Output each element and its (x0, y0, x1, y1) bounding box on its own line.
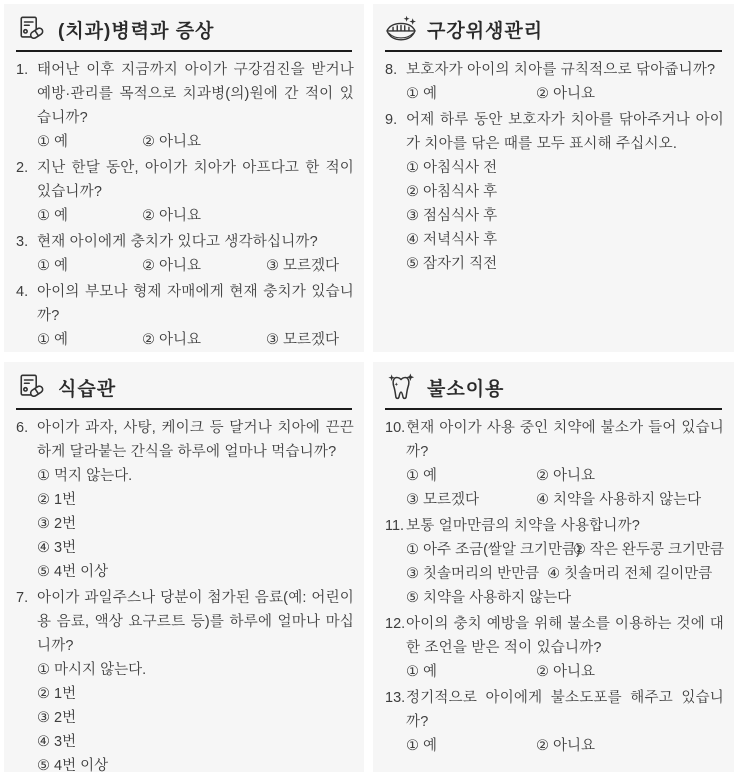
option-row (406, 488, 724, 512)
question-text: 아이가 과자, 사탕, 케이크 등 달거나 치아에 끈끈하게 달라붙는 간식을 하루에 얼마나 먹습니까? (37, 420, 354, 460)
answer-option: ④ 3번 (37, 540, 77, 556)
question-body (37, 280, 354, 352)
question-text: 태어난 이후 지금까지 아이가 구강검진을 받거나 예방·관리를 목적으로 치과병(의)원에 간 적이 있습니까? (37, 62, 354, 126)
option-row (37, 130, 354, 154)
question-number: 12. (385, 616, 406, 632)
question-text: 정기적으로 아이에게 불소도포를 해주고 있습니까? (406, 690, 724, 730)
question-number: 11. (385, 518, 405, 534)
answer-option: ③ 칫솔머리의 반만큼 (406, 566, 540, 582)
answer-option: ② 아니요 (536, 738, 596, 754)
question (385, 514, 724, 610)
answer-option: ① 예 (37, 134, 69, 150)
question-body (406, 514, 724, 610)
tooth-sparkle-icon (385, 372, 417, 402)
answer-option: ③ 모르겠다 (266, 258, 340, 274)
document-pill-icon (16, 14, 48, 44)
question-number: 8. (385, 62, 398, 78)
option-row (37, 560, 354, 584)
section-panel-1 (4, 4, 364, 352)
option-row (37, 682, 354, 706)
answer-option: ④ 칫솔머리 전체 길이만큼 (547, 566, 713, 582)
option-row (406, 82, 724, 106)
answer-option: ④ 3번 (37, 734, 77, 750)
question (16, 280, 354, 352)
answer-option: ④ 저녁식사 후 (406, 232, 498, 248)
question-text: 보통 얼마만큼의 치약을 사용합니까? (406, 518, 641, 534)
question-list (385, 416, 724, 758)
question-list (16, 58, 354, 352)
answer-option: ② 1번 (37, 492, 77, 508)
question-body (37, 230, 354, 278)
question-body (37, 586, 354, 772)
option-row (406, 586, 724, 610)
section-header (16, 12, 352, 52)
question (385, 58, 724, 106)
answer-option: ① 예 (37, 208, 69, 224)
option-row (406, 660, 724, 684)
option-row (37, 488, 354, 512)
question-text: 현재 아이에게 충치가 있다고 생각하십니까? (37, 234, 318, 250)
answer-option: ① 아침식사 전 (406, 160, 498, 176)
question-body (406, 686, 724, 758)
answer-option: ② 아니요 (142, 134, 202, 150)
answer-option: ② 아니요 (142, 208, 202, 224)
question-number: 13. (385, 690, 406, 706)
question (16, 230, 354, 278)
section-header (385, 370, 722, 410)
option-row (37, 658, 354, 682)
answer-option: ① 먹지 않는다. (37, 468, 133, 484)
option-row (37, 204, 354, 228)
question-number: 2. (16, 160, 29, 176)
question-number: 7. (16, 590, 29, 606)
question (16, 416, 354, 584)
question-text: 아이가 과일주스나 당분이 첨가된 음료(예: 어린이용 음료, 액상 요구르트 등)를 하루에 얼마나 마십니까? (37, 590, 354, 654)
question-text: 아이의 충치 예방을 위해 불소를 이용하는 것에 대한 조언을 받은 적이 있습니까? (406, 616, 724, 656)
answer-option: ③ 점심식사 후 (406, 208, 498, 224)
answer-option: ② 아니요 (536, 664, 596, 680)
answer-option: ① 마시지 않는다. (37, 662, 147, 678)
question-body (37, 156, 354, 228)
answer-option: ② 작은 완두콩 크기만큼 (572, 542, 724, 558)
question-text: 지난 한달 동안, 아이가 치아가 아프다고 한 적이 있습니까? (37, 160, 354, 200)
answer-option: ② 아니요 (536, 468, 596, 484)
question (385, 416, 724, 512)
question-text: 현재 아이가 사용 중인 치약에 불소가 들어 있습니까? (406, 420, 724, 460)
question-number: 10. (385, 420, 406, 436)
answer-option: ① 예 (406, 86, 438, 102)
question-text: 아이의 부모나 형제 자매에게 현재 충치가 있습니까? (37, 284, 354, 324)
section-title: (치과)병력과 증상 (58, 20, 215, 42)
option-row (406, 464, 724, 488)
option-row (406, 562, 724, 586)
option-row (37, 706, 354, 730)
answer-option: ④ 치약을 사용하지 않는다 (536, 492, 702, 508)
option-row (37, 328, 354, 352)
answer-option: ② 아니요 (536, 86, 596, 102)
question (385, 686, 724, 758)
answer-option: ⑤ 잠자기 직전 (406, 256, 498, 272)
section-title: 구강위생관리 (427, 20, 544, 42)
option-row (37, 536, 354, 560)
option-row (37, 730, 354, 754)
answer-option: ① 예 (406, 664, 438, 680)
option-row (37, 464, 354, 488)
question-body (406, 108, 724, 276)
section-title: 식습관 (58, 378, 117, 400)
question (385, 108, 724, 276)
question-body (406, 58, 724, 106)
question (16, 156, 354, 228)
section-panel-4 (373, 362, 734, 772)
answer-option: ③ 2번 (37, 710, 77, 726)
question-number: 1. (16, 62, 29, 78)
question-body (406, 416, 724, 512)
option-row (406, 156, 724, 180)
option-row (406, 252, 724, 276)
section-title: 불소이용 (427, 378, 505, 400)
answer-option: ① 예 (37, 332, 69, 348)
option-row (37, 254, 354, 278)
section-panel-2 (373, 4, 734, 352)
option-row (37, 754, 354, 772)
answer-option: ① 예 (406, 468, 438, 484)
section-header (16, 370, 352, 410)
option-row (37, 512, 354, 536)
section-panel-3 (4, 362, 364, 772)
answer-option: ② 아침식사 후 (406, 184, 498, 200)
question-list (16, 416, 354, 772)
option-row (406, 204, 724, 228)
question-number: 6. (16, 420, 29, 436)
mouth-sparkle-icon (385, 14, 417, 44)
option-row (406, 538, 724, 562)
question-text: 보호자가 아이의 치아를 규칙적으로 닦아줍니까? (406, 62, 716, 78)
answer-option: ① 예 (37, 258, 69, 274)
answer-option: ① 예 (406, 738, 438, 754)
question (16, 58, 354, 154)
question (385, 612, 724, 684)
option-row (406, 734, 724, 758)
section-header (385, 12, 722, 52)
question (16, 586, 354, 772)
question-body (37, 416, 354, 584)
question-text: 어제 하루 동안 보호자가 치아를 닦아주거나 아이가 치아를 닦은 때를 모두 표시해 주십시오. (406, 112, 724, 152)
answer-option: ② 1번 (37, 686, 77, 702)
document-pill-icon (16, 372, 48, 402)
option-row (406, 228, 724, 252)
question-number: 3. (16, 234, 29, 250)
answer-option: ① 아주 조금(쌀알 크기만큼) (406, 542, 581, 558)
question-body (406, 612, 724, 684)
question-number: 4. (16, 284, 29, 300)
answer-option: ③ 모르겠다 (266, 332, 340, 348)
question-number: 9. (385, 112, 398, 128)
answer-option: ⑤ 4번 이상 (37, 758, 109, 772)
option-row (406, 180, 724, 204)
answer-option: ③ 2번 (37, 516, 77, 532)
answer-option: ② 아니요 (142, 258, 202, 274)
answer-option: ⑤ 4번 이상 (37, 564, 109, 580)
answer-option: ③ 모르겠다 (406, 492, 480, 508)
question-list (385, 58, 724, 276)
answer-option: ⑤ 치약을 사용하지 않는다 (406, 590, 572, 606)
answer-option: ② 아니요 (142, 332, 202, 348)
question-body (37, 58, 354, 154)
